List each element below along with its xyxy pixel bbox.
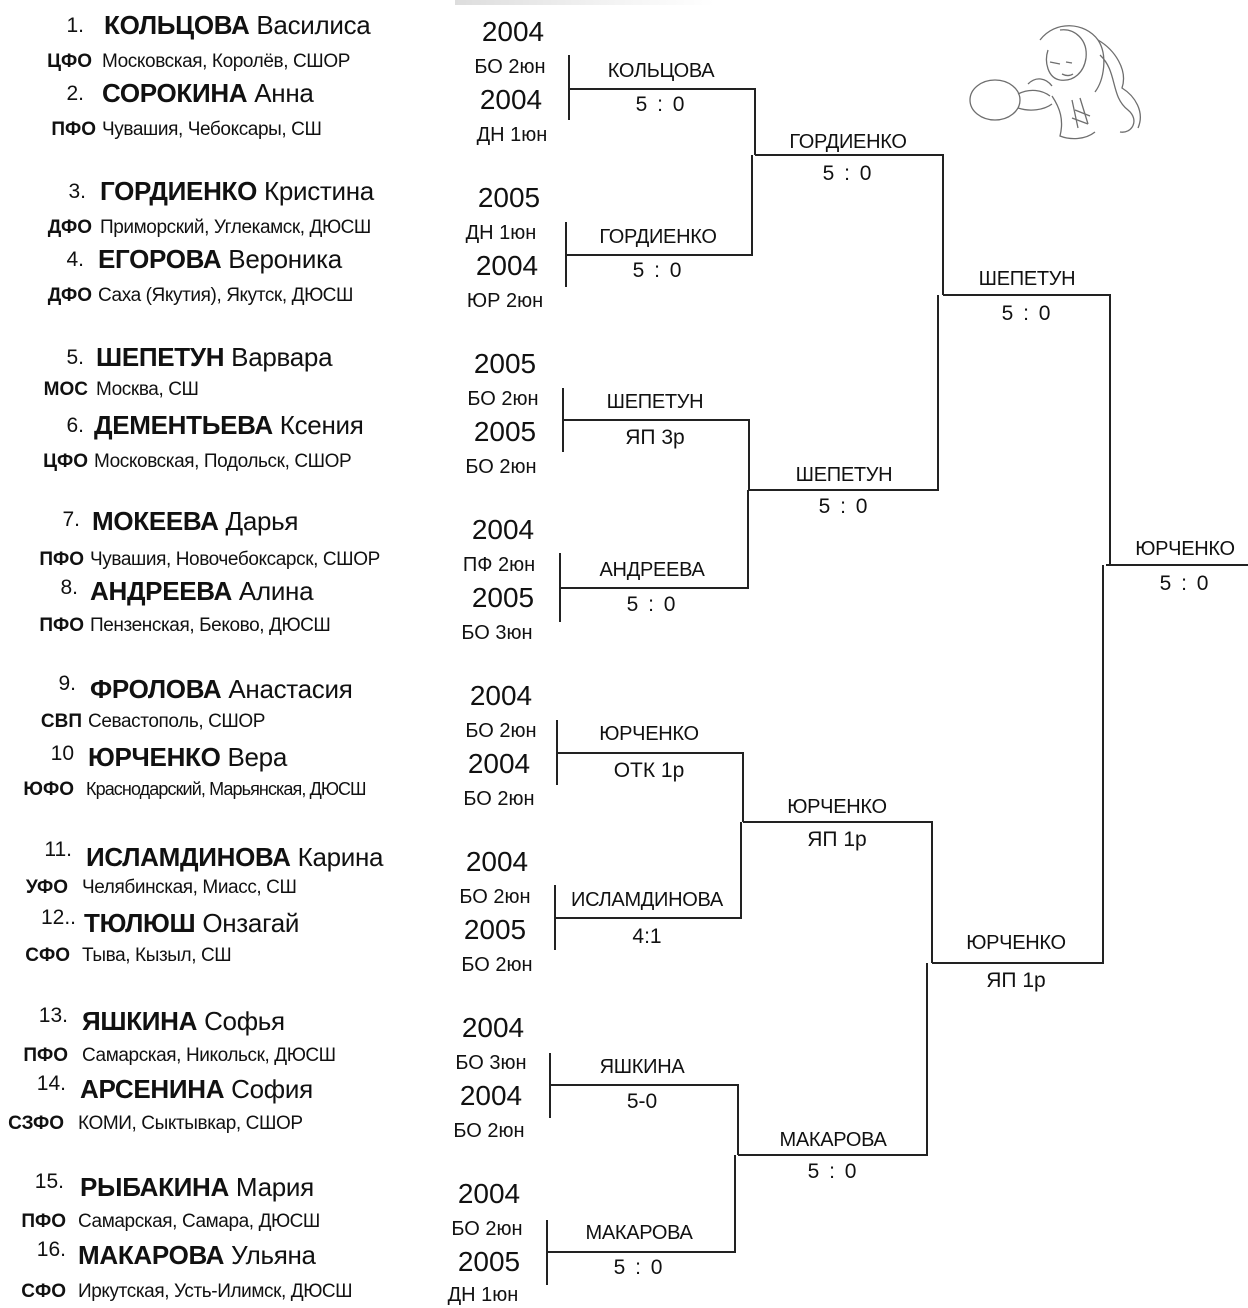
participant-year: 2004 [481, 16, 545, 47]
bout-winner: ЯШКИНА [599, 1056, 685, 1078]
participant-district: СВП [40, 711, 82, 732]
participant-rank: ПФ 2юн [462, 554, 536, 576]
participant-region: Москва, СШ [96, 379, 199, 400]
bout-score: 5 : 0 [626, 593, 678, 616]
participant-rank: БО 3юн [455, 1052, 527, 1074]
participant-year: 2004 [461, 1012, 525, 1043]
participant-name: АРСЕНИНА София [80, 1074, 313, 1104]
participant-district: ДФО [47, 285, 92, 306]
participant-name: ТЮЛЮШ Онзагай [84, 908, 300, 938]
participant-number: 4. [66, 248, 84, 271]
bout-winner: ШЕПЕТУН [606, 391, 704, 413]
participant-region: Московская, Королёв, СШОР [102, 51, 350, 72]
participant-name: ГОРДИЕНКО Кристина [100, 176, 374, 206]
participant-district: ЦФО [43, 451, 88, 472]
participant-number: 1. [66, 14, 84, 37]
bout-winner: МАКАРОВА [779, 1129, 887, 1151]
participant-district: ПФО [21, 1211, 66, 1232]
bout-winner: ИСЛАМДИНОВА [571, 889, 723, 911]
participant-number: 7. [62, 508, 80, 531]
participant-name: ЯШКИНА Софья [82, 1006, 285, 1036]
participant-rank: БО 2юн [453, 1120, 525, 1142]
participant-number: 3. [68, 180, 86, 203]
participant-rank: БО 2юн [474, 56, 546, 78]
bout-winner: АНДРЕЕВА [599, 559, 705, 581]
participant-district: ЮФО [23, 779, 74, 800]
participant-region: Севастополь, СШОР [88, 711, 266, 732]
participant-year: 2005 [473, 416, 537, 447]
participant-region: Приморский, Углекамск, ДЮСШ [100, 217, 371, 238]
participant-rank: ЮР 2юн [466, 290, 544, 312]
participant-number: 5. [66, 346, 84, 369]
participant-year: 2005 [463, 914, 527, 945]
participant-year: 2005 [477, 182, 541, 213]
participant-name: СОРОКИНА Анна [102, 78, 314, 108]
bout-score: ЯП 3р [625, 426, 685, 449]
participant-region: Самарская, Никольск, ДЮСШ [82, 1045, 336, 1066]
participant-rank: ДН 1юн [447, 1284, 519, 1306]
bout-score: 5 : 0 [822, 162, 874, 185]
bout-winner: ГОРДИЕНКО [789, 131, 907, 153]
participant-rank: БО 2юн [463, 788, 535, 810]
bout-score: 5 : 0 [613, 1256, 665, 1279]
participant-year: 2004 [457, 1178, 521, 1209]
participant-region: Чувашия, Новочебоксарск, СШОР [90, 549, 380, 570]
bout-score: ОТК 1р [613, 759, 685, 782]
participant-rank: БО 2юн [461, 954, 533, 976]
participant-number: 9. [58, 672, 76, 695]
participant-name: ШЕПЕТУН Варвара [96, 342, 333, 372]
participant-number: 14. [36, 1072, 66, 1095]
participant-district: МОС [43, 379, 88, 400]
participant-region: Саха (Якутия), Якутск, ДЮСШ [98, 285, 353, 306]
participant-year: 2004 [467, 748, 531, 779]
participant-year: 2004 [471, 514, 535, 545]
participant-year: 2004 [475, 250, 539, 281]
participant-region: Самарская, Самара, ДЮСШ [78, 1211, 320, 1232]
r3-line-1 [943, 295, 1110, 565]
participant-year: 2005 [457, 1246, 521, 1277]
participant-district: СФО [25, 945, 70, 966]
participant-region: Иркутская, Усть-Илимск, ДЮСШ [78, 1281, 353, 1302]
participant-number: 12.. [40, 906, 76, 929]
r2-line-2 [749, 295, 938, 490]
participant-district: УФО [25, 877, 68, 898]
participant-rank: БО 2юн [465, 720, 537, 742]
participant-rank: БО 2юн [465, 456, 537, 478]
participant-region: КОМИ, Сыктывкар, СШОР [78, 1113, 303, 1134]
participant-number: 10 [50, 742, 74, 765]
bout-winner: ГОРДИЕНКО [599, 226, 717, 248]
participant-name: ЮРЧЕНКО Вера [88, 742, 288, 772]
participant-district: СЗФО [8, 1113, 64, 1134]
bout-score: 5 : 0 [818, 495, 870, 518]
bout-score: ЯП 1р [986, 969, 1046, 992]
participant-district: ДФО [47, 217, 92, 238]
participant-number: 11. [44, 838, 72, 861]
participant-rank: БО 2юн [467, 388, 539, 410]
bout-winner: МАКАРОВА [585, 1222, 693, 1244]
participant-district: ЦФО [47, 51, 92, 72]
bout-winner: ЮРЧЕНКО [787, 796, 887, 818]
participant-name: ДЕМЕНТЬЕВА Ксения [94, 410, 364, 440]
participant-district: ПФО [39, 549, 84, 570]
participant-region: Чувашия, Чебоксары, СШ [102, 119, 322, 140]
participant-name: ЕГОРОВА Вероника [98, 244, 342, 274]
participant-rank: БО 2юн [451, 1218, 523, 1240]
participant-district: ПФО [51, 119, 96, 140]
participant-year: 2005 [473, 348, 537, 379]
bout-winner: ШЕПЕТУН [795, 464, 893, 486]
boxer-girl-sketch-icon [970, 26, 1140, 139]
participant-region: Краснодарский, Марьянская, ДЮСШ [86, 779, 366, 799]
participant-number: 2. [66, 82, 84, 105]
bout-winner: ШЕПЕТУН [978, 268, 1076, 290]
bout-winner: ЮРЧЕНКО [599, 723, 699, 745]
r3-line-2 [932, 565, 1103, 963]
participant-region: Челябинская, Миасс, СШ [82, 877, 297, 898]
participant-rank: ДН 1юн [465, 222, 537, 244]
bout-winner: ЮРЧЕНКО [966, 932, 1066, 954]
participant-year: 2004 [479, 84, 543, 115]
participant-number: 15. [34, 1170, 64, 1193]
participant-name: АНДРЕЕВА Алина [90, 576, 314, 606]
participant-number: 6. [66, 414, 84, 437]
participant-name: МАКАРОВА Ульяна [78, 1240, 316, 1270]
participant-name: КОЛЬЦОВА Василиса [104, 10, 371, 40]
final-score: 5 : 0 [1159, 572, 1211, 595]
final-winner: ЮРЧЕНКО [1135, 538, 1235, 560]
participant-year: 2005 [471, 582, 535, 613]
participant-year: 2004 [469, 680, 533, 711]
bout-score: 5 : 0 [635, 93, 687, 116]
participant-name: РЫБАКИНА Мария [80, 1172, 314, 1202]
participant-district: СФО [21, 1281, 66, 1302]
participant-number: 16. [36, 1238, 66, 1261]
r2-line-4 [738, 963, 927, 1155]
participant-region: Московская, Подольск, СШОР [94, 451, 352, 472]
participant-name: ИСЛАМДИНОВА Карина [86, 842, 384, 872]
bout-score: 5-0 [626, 1090, 658, 1113]
bout-score: 5 : 0 [632, 259, 684, 282]
participant-year: 2004 [459, 1080, 523, 1111]
bout-score: 5 : 0 [807, 1160, 859, 1183]
participant-rank: ДН 1юн [476, 124, 548, 146]
participant-region: Тыва, Кызыл, СШ [82, 945, 232, 966]
bout-score: 4:1 [632, 925, 662, 948]
participant-number: 13. [38, 1004, 68, 1027]
participant-rank: БО 2юн [459, 886, 531, 908]
participant-region: Пензенская, Беково, ДЮСШ [90, 615, 331, 636]
participant-number: 8. [60, 576, 78, 599]
participant-district: ПФО [39, 615, 84, 636]
participant-year: 2004 [465, 846, 529, 877]
bout-winner: КОЛЬЦОВА [607, 60, 715, 82]
participant-rank: БО 3юн [461, 622, 533, 644]
participant-district: ПФО [23, 1045, 68, 1066]
bout-score: 5 : 0 [1001, 302, 1053, 325]
bout-score: ЯП 1р [807, 828, 867, 851]
participant-name: МОКЕЕВА Дарья [92, 506, 299, 536]
participant-name: ФРОЛОВА Анастасия [90, 674, 353, 704]
